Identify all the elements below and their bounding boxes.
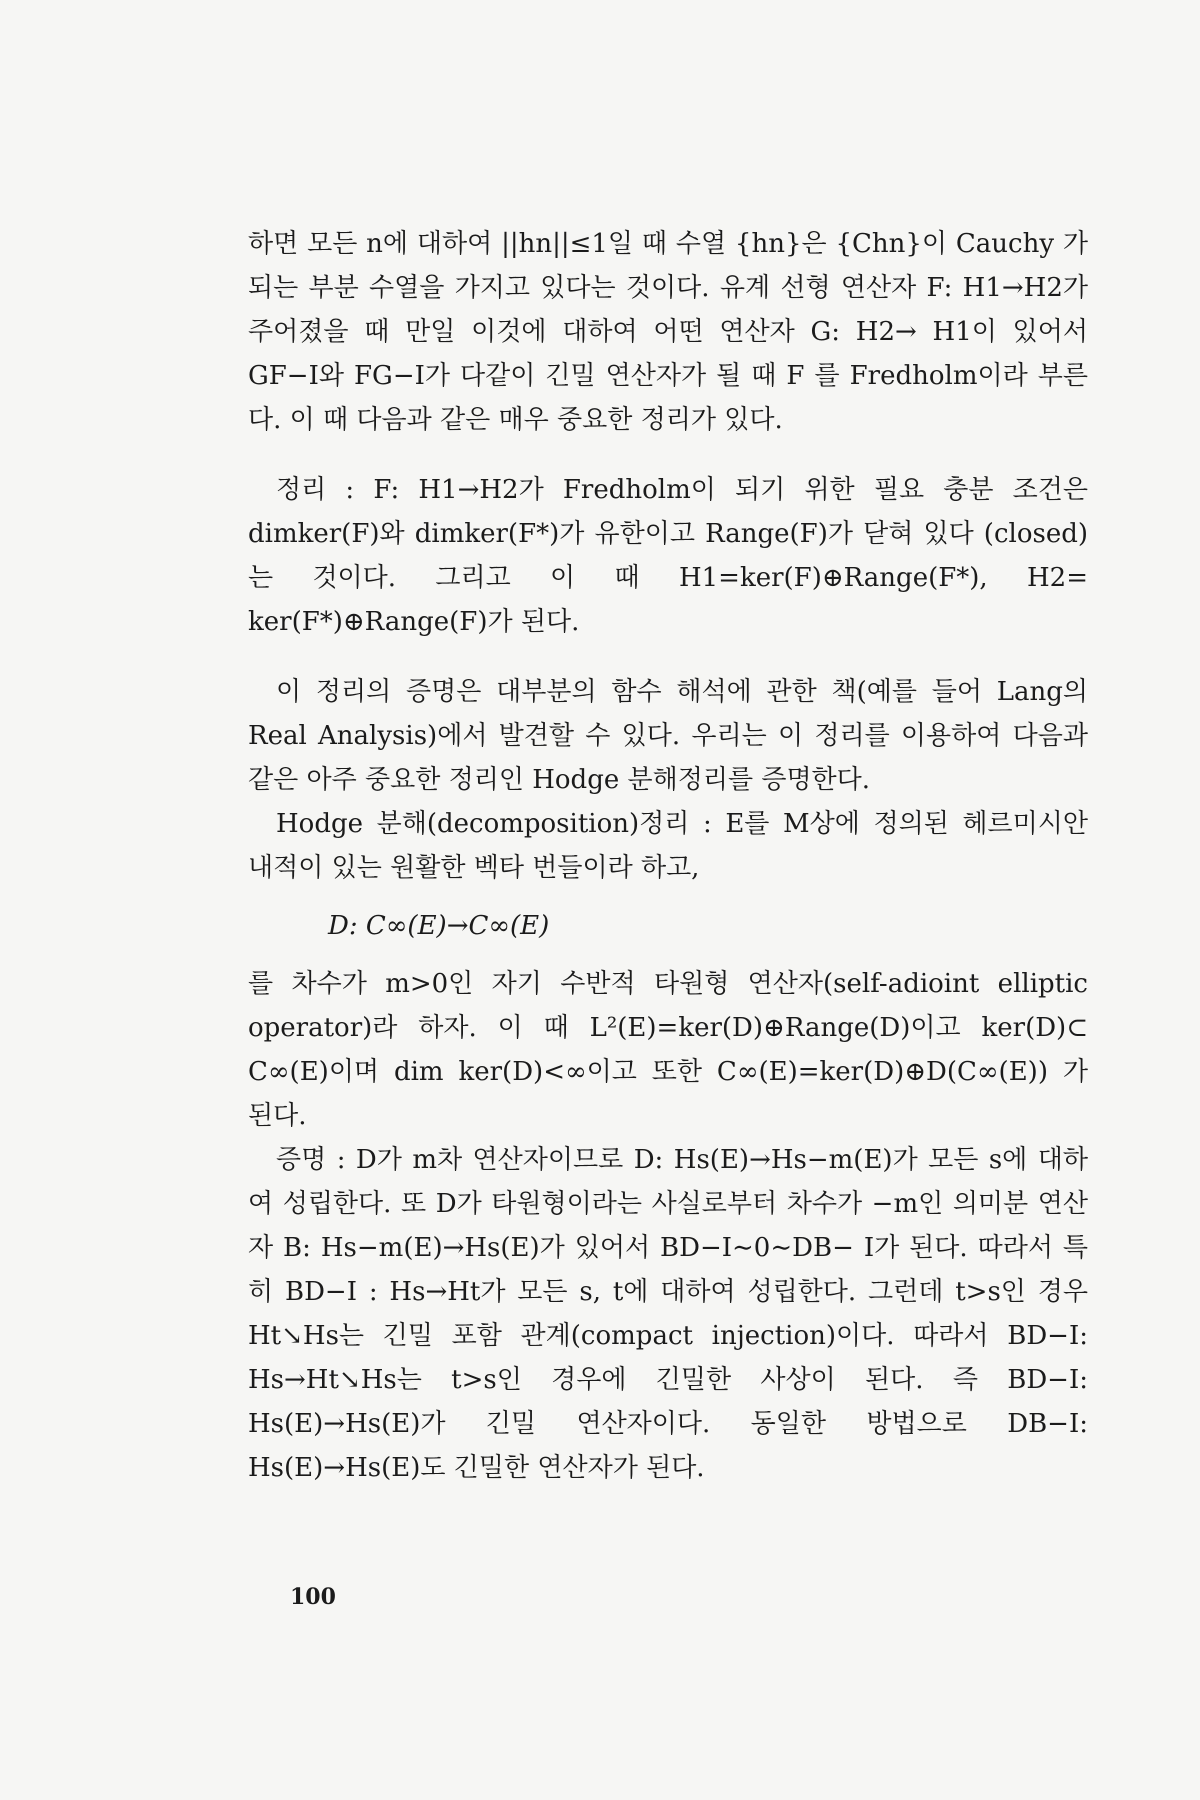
paragraph-theorem: 정리 : F: H1→H2가 Fredholm이 되기 위한 필요 충분 조건은 dimker(F)와 dimker(F*)가 유한이고 Range(F)가 닫혀 있다 (closed)는 것이다. 그리고 이 때 H1=ker(F)⊕Range(F*), H2= ker(F*)⊕Range(F)가 된다. [248, 475, 1088, 637]
paragraph-hodge-theorem: Hodge 분해(decomposition)정리 : E를 M상에 정의된 헤르미시안 내적이 있는 원활한 벡타 번들이라 하고, [248, 809, 1088, 883]
paragraph-proof: 증명 : D가 m차 연산자이므로 D: Hs(E)→Hs−m(E)가 모든 s에 대하여 성립한다. 또 D가 타원형이라는 사실로부터 차수가 −m인 의미분 연산자 B: Hs−m(E)→Hs(E)가 있어서 BD−I∼0∼DB− I가 된다. 따라서 특히 BD−I : Hs→Ht가 모든 s, t에 대하여 성립한다. 그런데 t>s인 경우 Ht↘Hs는 긴밀 포함 관계(compact injection)이다. 따라서 BD−I: Hs→Ht↘Hs는 t>s인 경우에 긴밀한 사상이 된다. 즉 BD−I: Hs(E)→Hs(E)가 긴밀 연산자이다. 동일한 방법으로 DB−I: Hs(E)→Hs(E)도 긴밀한 연산자가 된다. [248, 1145, 1088, 1483]
page-number: 100 [290, 1584, 336, 1610]
formula-operator: D: C∞(E)→C∞(E) [328, 911, 550, 941]
body-text [248, 222, 1088, 1490]
paragraph-proof-reference: 이 정리의 증명은 대부분의 함수 해석에 관한 책(예를 들어 Lang의 Real Analysis)에서 발견할 수 있다. 우리는 이 정리를 이용하여 다음과 같은 아주 중요한 정리인 Hodge 분해정리를 증명한다. [248, 677, 1088, 795]
paragraph-intro: 하면 모든 n에 대하여 ||hn||≤1일 때 수열 {hn}은 {Chn}이 Cauchy 가 되는 부분 수열을 가지고 있다는 것이다. 유계 선형 연산자 F: H1→H2가 주어졌을 때 만일 이것에 대하여 어떤 연산자 G: H2→ H1이 있어서 GF−I와 FG−I가 다같이 긴밀 연산자가 될 때 F 를 Fredholm이라 부른다. 이 때 다음과 같은 매우 중요한 정리가 있다. [248, 229, 1088, 435]
paragraph-hodge-statement: 를 차수가 m>0인 자기 수반적 타원형 연산자(self-adioint elliptic operator)라 하자. 이 때 L²(E)=ker(D)⊕Range(D)이고 ker(D)⊂ C∞(E)이며 dim ker(D)<∞이고 또한 C∞(E)=ker(D)⊕D(C∞(E)) 가 된다. [248, 969, 1088, 1131]
